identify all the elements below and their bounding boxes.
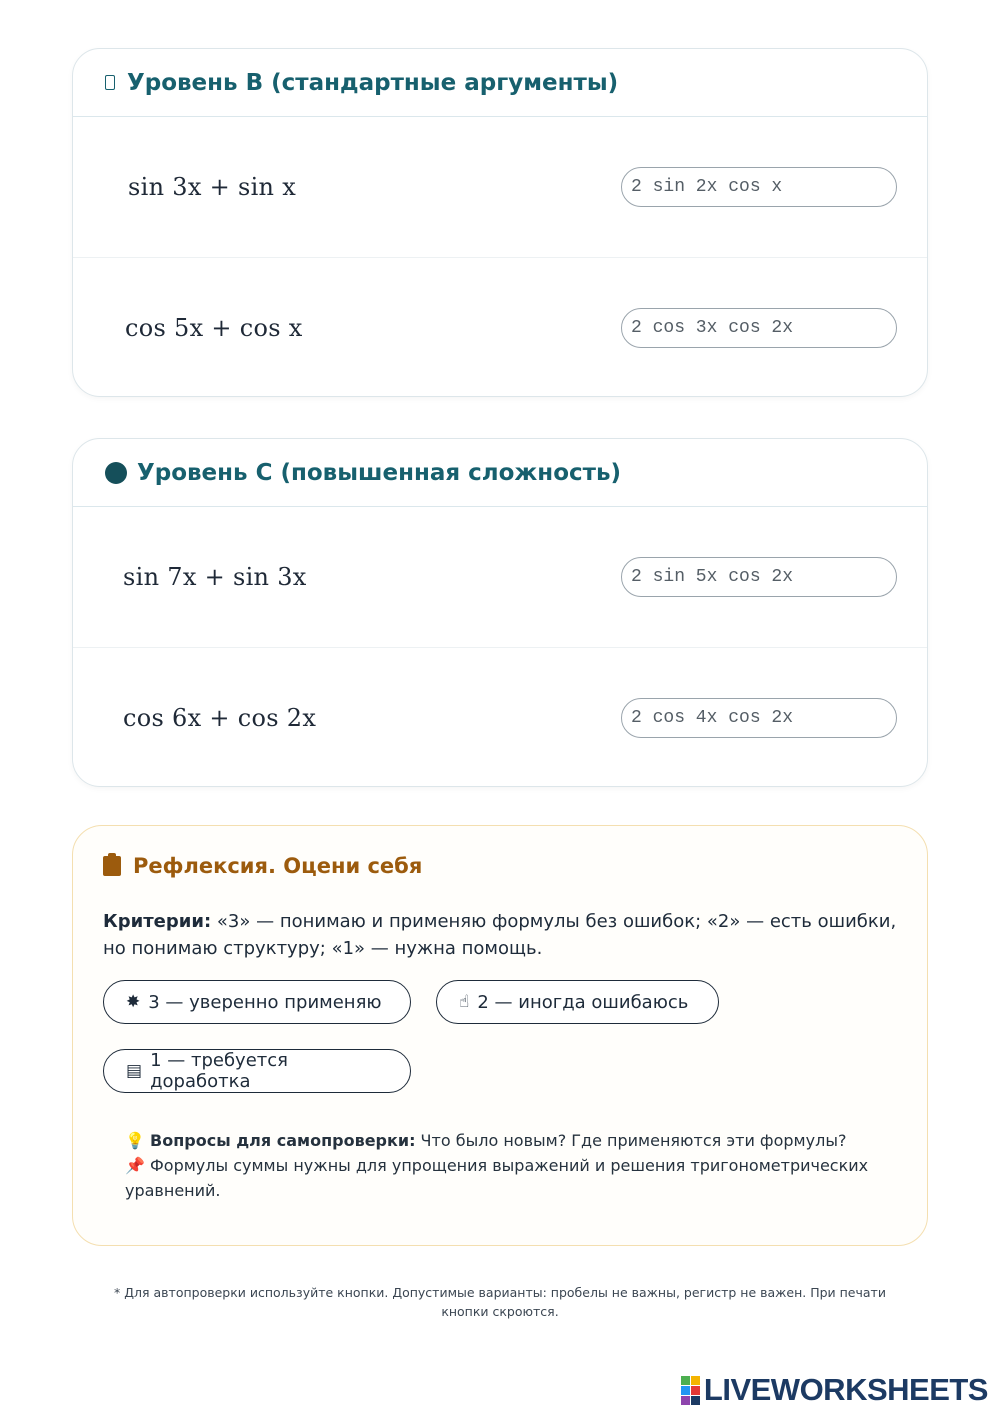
- self-check-questions: [125, 1128, 885, 1203]
- reflection-title: Рефлексия. Оцени себя: [133, 854, 423, 878]
- exercise-expression: [123, 704, 316, 732]
- exercise-row: [73, 648, 927, 787]
- dark-circle-icon: [105, 462, 127, 484]
- footnote: * Для автопроверки используйте кнопки. Допустимые варианты: пробелы не важны, регистр не важен. При печати кнопки скроются.: [114, 1285, 886, 1319]
- expression-text: sin 7x + sin 3x: [123, 563, 307, 591]
- self-rating-label: 2 — иногда ошибаюсь: [477, 991, 689, 1013]
- answer-value: 2 sin 5x cos 2x: [631, 567, 794, 587]
- logo-mark-icon: [681, 1376, 700, 1405]
- self-rating-label: 1 — требуется доработка: [150, 1050, 288, 1092]
- logo-square: [691, 1386, 700, 1395]
- criteria-body: «3» — понимаю и применяю формулы без ошибок; «2» — есть ошибки, но понимаю структуру; «1» — нужна помощь.: [103, 911, 897, 959]
- answer-value: 2 cos 4x cos 2x: [631, 708, 794, 728]
- criteria-label: Критерии:: [103, 911, 212, 932]
- questions-label: Вопросы для самопроверки:: [150, 1131, 416, 1150]
- liveworksheets-logo: [681, 1372, 988, 1408]
- logo-square: [681, 1376, 690, 1385]
- note-text: Формулы суммы нужны для упрощения выражений и решения тригонометрических уравнений.: [125, 1156, 869, 1200]
- star-badge-icon: ✸: [126, 992, 141, 1012]
- reflection-card: [72, 825, 928, 1246]
- clipboard-icon: [103, 856, 121, 876]
- logo-square: [691, 1376, 700, 1385]
- level-c-card: [72, 438, 928, 787]
- level-b-header: [73, 49, 927, 117]
- answer-input[interactable]: [621, 308, 897, 348]
- level-c-header: [73, 439, 927, 507]
- answer-value: 2 sin 2x cos x: [631, 177, 783, 197]
- exercise-expression: [125, 314, 303, 342]
- expression-text: cos 5x + cos x: [125, 314, 303, 342]
- criteria-text: [103, 908, 903, 962]
- logo-square: [681, 1386, 690, 1395]
- logo-text: LIVEWORKSHEETS: [703, 1372, 988, 1407]
- expression-text: cos 6x + cos 2x: [123, 704, 317, 732]
- note-line: [125, 1153, 885, 1203]
- expression-text: sin 3x + sin x: [128, 173, 297, 201]
- placeholder-icon: [105, 75, 115, 90]
- exercise-row: [73, 117, 927, 258]
- logo-square: [691, 1396, 700, 1405]
- notebook-icon: ▤: [126, 1061, 143, 1081]
- logo-square: [681, 1396, 690, 1405]
- self-rating-label: 3 — уверенно применяю: [148, 991, 382, 1013]
- answer-input[interactable]: [621, 557, 897, 597]
- questions-line: [125, 1128, 885, 1153]
- self-rating-3-button[interactable]: [103, 980, 411, 1024]
- hand-icon: ☝: [459, 992, 470, 1012]
- pushpin-icon: 📌: [125, 1156, 145, 1175]
- exercise-expression: [128, 173, 296, 201]
- self-rating-2-button[interactable]: [436, 980, 719, 1024]
- level-b-card: [72, 48, 928, 397]
- exercise-row: [73, 507, 927, 648]
- exercise-expression: [123, 563, 307, 591]
- reflection-header: [103, 854, 422, 878]
- answer-input[interactable]: [621, 167, 897, 207]
- lightbulb-icon: 💡: [125, 1131, 145, 1150]
- answer-value: 2 cos 3x cos 2x: [631, 318, 794, 338]
- answer-input[interactable]: [621, 698, 897, 738]
- self-rating-1-button[interactable]: [103, 1049, 411, 1093]
- level-c-title: Уровень C (повышенная сложность): [137, 459, 622, 486]
- questions-text: Что было новым? Где применяются эти формулы?: [415, 1131, 847, 1150]
- level-b-title: Уровень B (стандартные аргументы): [127, 69, 619, 96]
- exercise-row: [73, 258, 927, 397]
